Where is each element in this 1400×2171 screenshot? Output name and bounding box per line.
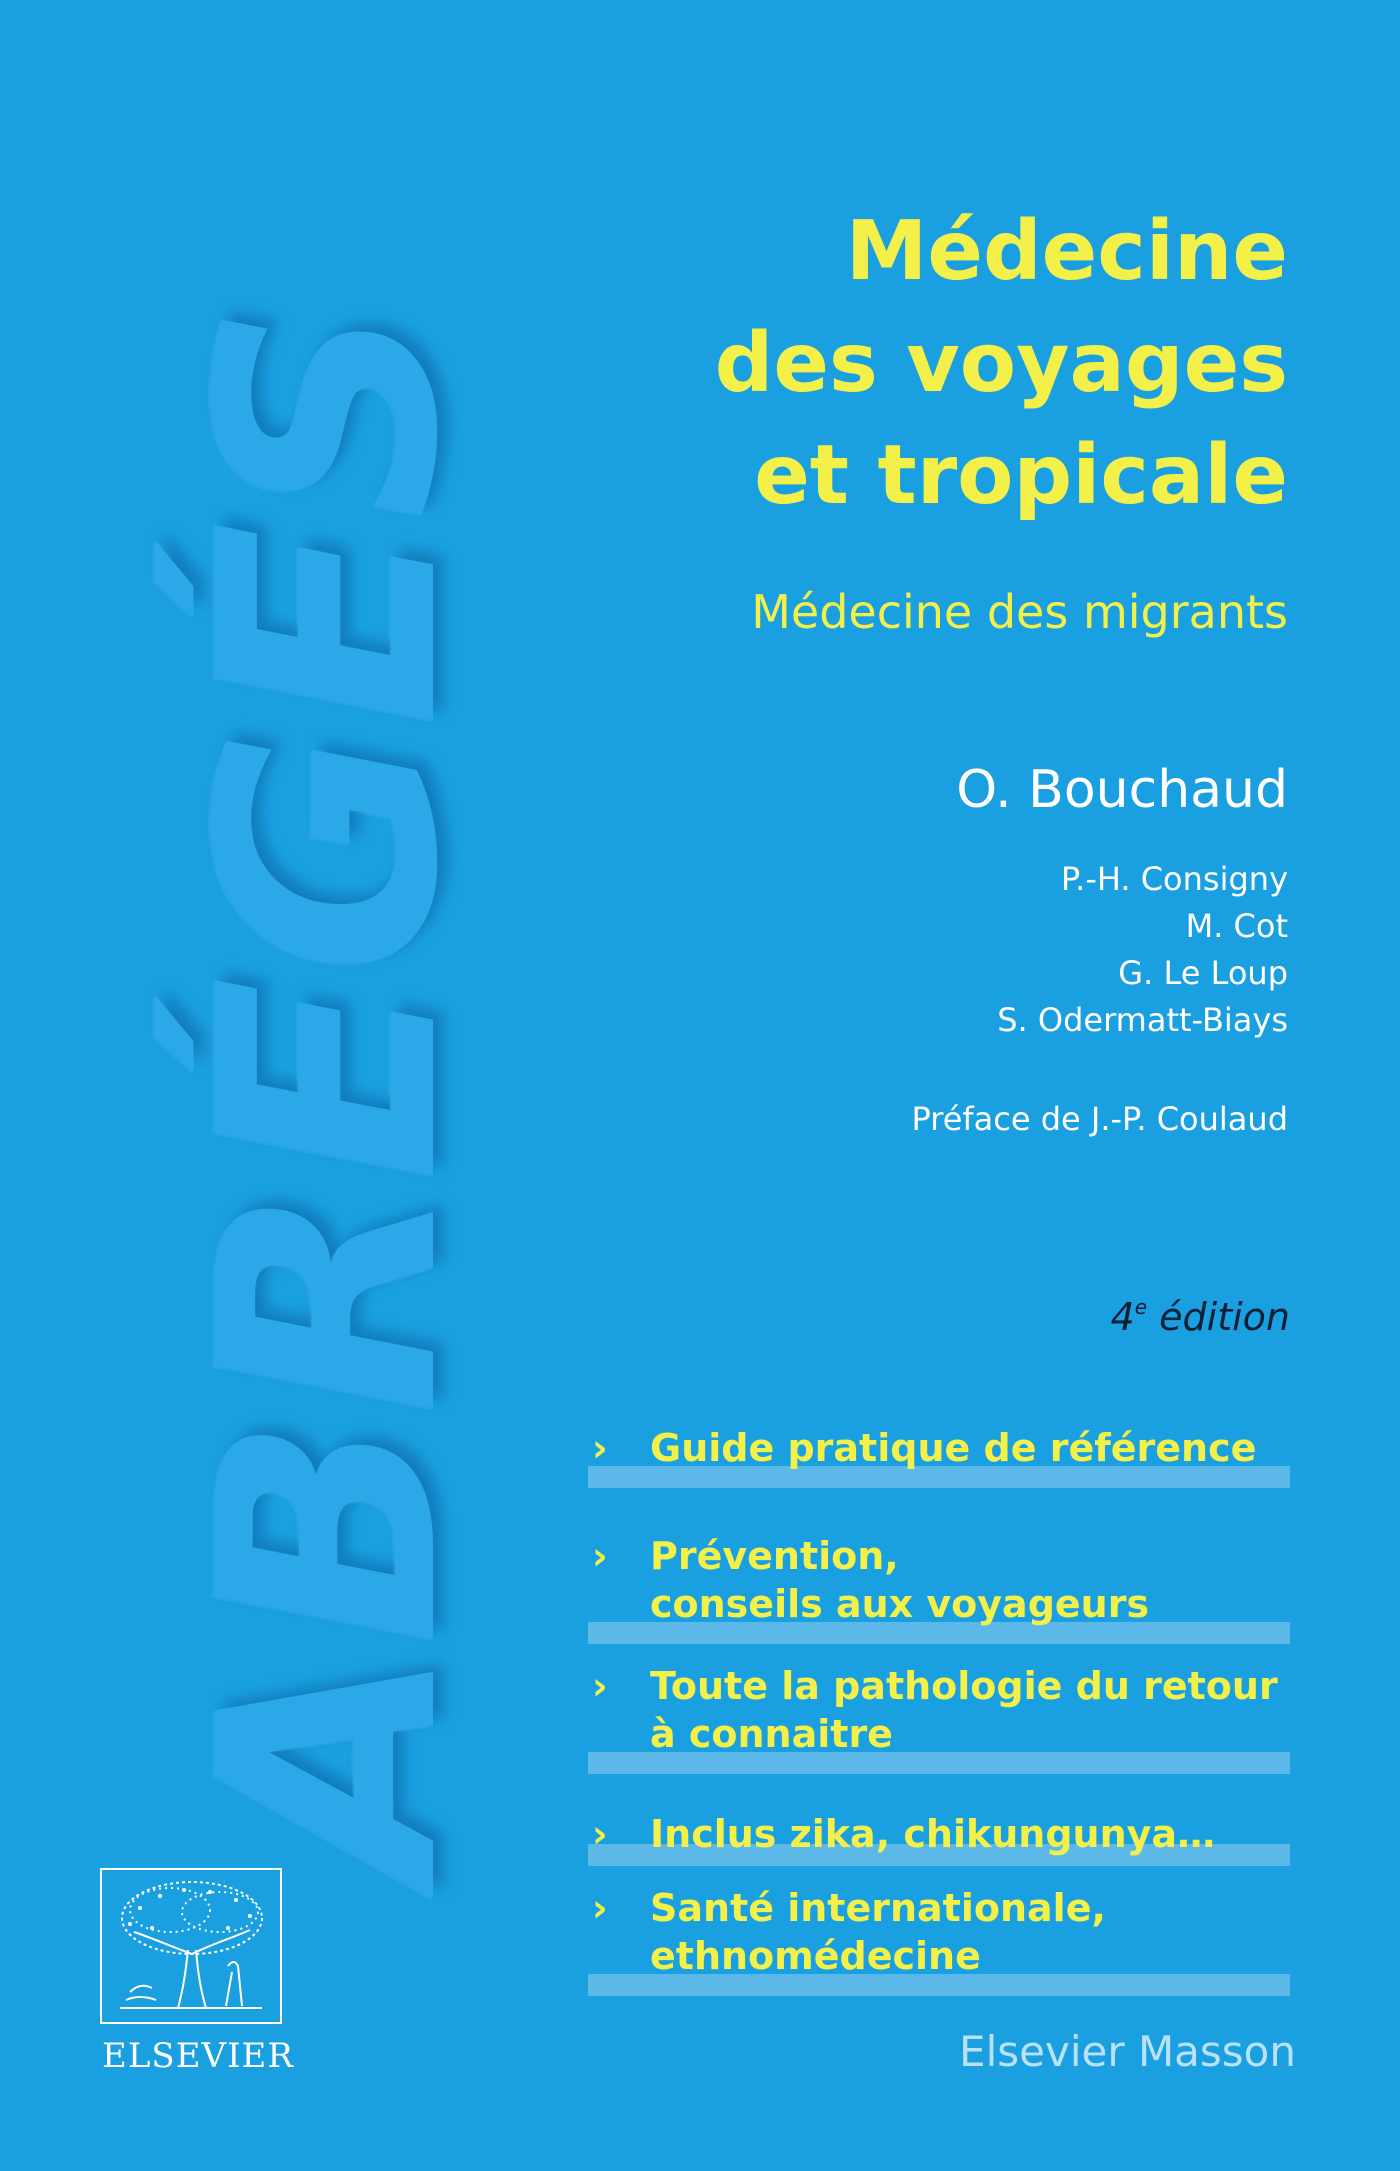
feature-text: ethnomédecine bbox=[650, 1934, 981, 1978]
chevron-right-icon: › bbox=[592, 1664, 608, 1708]
elsevier-tree-logo-icon bbox=[100, 1868, 282, 2028]
title-line-3: et tropicale bbox=[754, 428, 1288, 523]
feature-text: à connaitre bbox=[650, 1712, 893, 1756]
co-author: P.-H. Consigny bbox=[1060, 860, 1288, 898]
co-author: G. Le Loup bbox=[1118, 954, 1288, 992]
feature-item bbox=[588, 1424, 1290, 1488]
chevron-right-icon: › bbox=[592, 1426, 608, 1470]
book-subtitle: Médecine des migrants bbox=[751, 585, 1288, 639]
feature-item bbox=[588, 1884, 1290, 1996]
edition-word: édition bbox=[1159, 1295, 1290, 1339]
co-author: S. Odermatt-Biays bbox=[997, 1001, 1288, 1039]
preface-credit: Préface de J.-P. Coulaud bbox=[911, 1100, 1288, 1138]
feature-text: Prévention, bbox=[650, 1534, 899, 1578]
publisher-imprint: Elsevier Masson bbox=[959, 2027, 1296, 2076]
feature-text: Santé internationale, bbox=[650, 1886, 1106, 1930]
feature-item bbox=[588, 1810, 1290, 1866]
book-title bbox=[715, 196, 1288, 532]
chevron-right-icon: › bbox=[592, 1886, 608, 1930]
feature-text: Toute la pathologie du retour bbox=[650, 1664, 1278, 1708]
series-name: ABRÉGÉS bbox=[155, 300, 504, 1880]
title-line-2: des voyages bbox=[714, 316, 1288, 411]
co-author-list bbox=[997, 856, 1288, 1044]
feature-text: Guide pratique de référence bbox=[650, 1426, 1257, 1470]
co-author: M. Cot bbox=[1185, 907, 1288, 945]
main-author: O. Bouchaud bbox=[956, 760, 1288, 820]
chevron-right-icon: › bbox=[592, 1812, 608, 1856]
feature-text: Inclus zika, chikungunya… bbox=[650, 1812, 1216, 1856]
chevron-right-icon: › bbox=[592, 1534, 608, 1578]
edition-suffix: e bbox=[1134, 1295, 1148, 1319]
edition-number: 4 bbox=[1110, 1295, 1135, 1339]
publisher-logo-word: ELSEVIER bbox=[102, 2036, 294, 2076]
edition-label bbox=[1111, 1282, 1290, 1342]
feature-item bbox=[588, 1532, 1290, 1644]
feature-item bbox=[588, 1662, 1290, 1774]
feature-text: conseils aux voyageurs bbox=[650, 1582, 1150, 1626]
title-line-1: Médecine bbox=[845, 204, 1288, 299]
feature-list bbox=[588, 1424, 1290, 1996]
